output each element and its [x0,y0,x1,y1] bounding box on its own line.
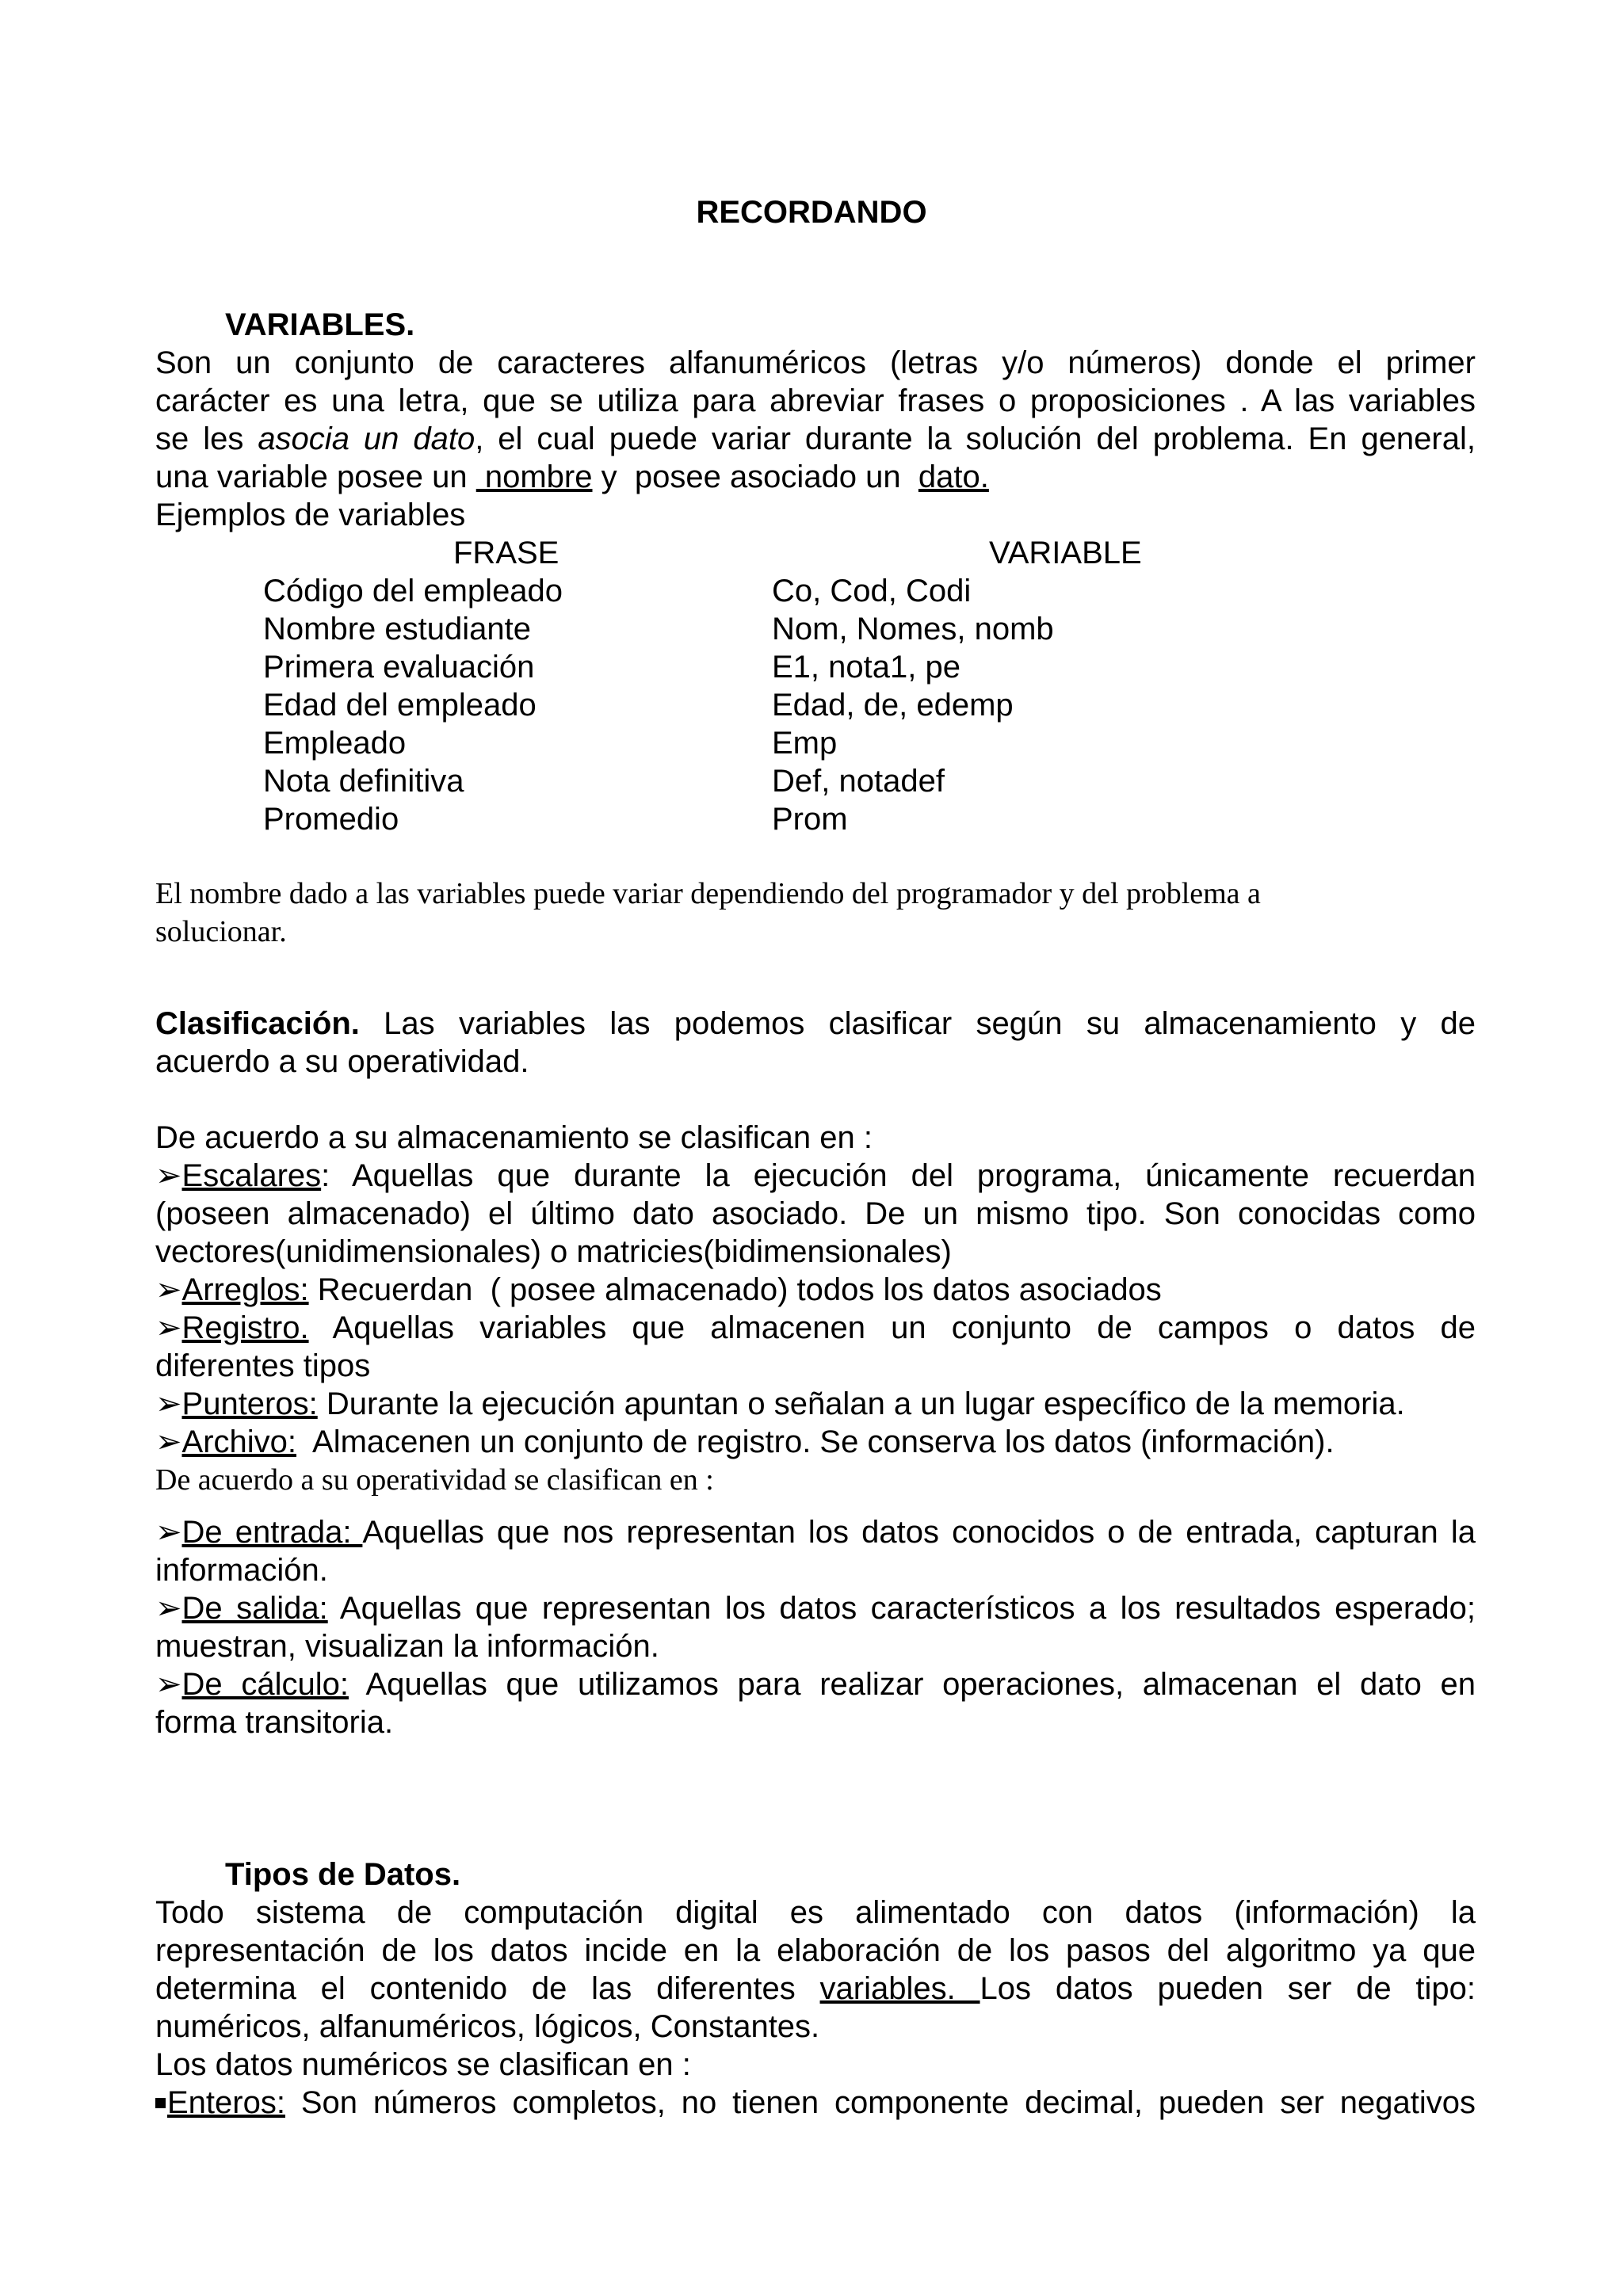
examples-label: Ejemplos de variables [155,498,466,532]
dato-underlined: dato. [918,460,989,494]
operativity-intro: De acuerdo a su operatividad se clasifican en : [155,1463,714,1497]
row-variable: Co, Cod, Codi [772,574,972,608]
data-types-line-4: numéricos, alfanuméricos, lógicos, Constantes. [155,2009,820,2044]
calculo-text-1: Aquellas que utilizamos para realizar operaciones, almacenan el dato en [348,1667,1476,1702]
registro-term: Registro. [181,1310,309,1345]
intro-4a: una variable posee un [155,460,476,494]
note-line-2: solucionar. [155,915,287,948]
entrada-text-1: Aquellas que nos representan los datos conocidos o de entrada, capturan la [362,1515,1476,1550]
row-frase: Empleado [263,726,407,761]
archivo-text: Almacenen un conjunto de registro. Se conserva los datos (información). [296,1425,1335,1459]
escalares-line-2: (poseen almacenado) el último dato asociado. De un mismo tipo. Son conocidas como [155,1196,1476,1231]
intro-3c: , el cual puede variar durante la solución del problema. En general, [475,421,1476,456]
row-frase: Código del empleado [263,574,563,608]
naming-note [155,875,1476,951]
entrada-line-1 [155,1513,1476,1551]
table-row [263,762,1373,800]
arreglos-line [155,1271,1476,1309]
variables-underlined: variables. [819,1971,980,2006]
arrow-bullet-icon: ➢ [155,1591,182,1626]
classification-line-1 [155,1005,1476,1043]
row-variable: Def, notadef [772,764,945,799]
storage-intro: De acuerdo a su almacenamiento se clasifican en : [155,1120,873,1155]
variables-intro-line-2: carácter es una letra, que se utiliza para abreviar frases o proposiciones . A las variables [155,383,1476,418]
entrada-term: De entrada: [181,1515,363,1550]
row-variable: Nom, Nomes, nomb [772,612,1054,646]
arreglos-term: Arreglos [181,1272,300,1307]
data-types-3a: determina el contenido de las diferentes [155,1971,820,2006]
intro-4c: y posee asociado un [592,460,918,494]
arrow-bullet-icon: ➢ [155,1272,182,1307]
arreglos-colon: : [300,1272,309,1307]
calculo-line-1 [155,1665,1476,1703]
arrow-bullet-icon: ➢ [155,1386,182,1421]
enteros-line [155,2084,1476,2122]
arreglos-text: Recuerdan ( posee almacenado) todos los datos asociados [308,1272,1162,1307]
variables-intro-line-4 [155,458,1476,496]
row-variable: Edad, de, edemp [772,688,1014,723]
registro-line-1 [155,1309,1476,1347]
arrow-bullet-icon: ➢ [155,1425,182,1459]
archivo-term: Archivo: [181,1425,297,1459]
row-variable: Emp [772,726,838,761]
row-frase: Edad del empleado [263,688,537,723]
salida-line-1 [155,1589,1476,1627]
classification-label: Clasificación. [155,1006,360,1041]
nombre-underlined: nombre [475,460,593,494]
punteros-line [155,1385,1476,1423]
note-line-1: El nombre dado a las variables puede variar dependiendo del programador y del problema a [155,877,1261,910]
classification-text-1: Las variables las podemos clasificar según su almacenamiento y de [359,1006,1476,1041]
examples-table [263,534,1373,851]
intro-3b-italic: asocia un dato [258,421,475,456]
table-row [263,724,1373,762]
table-row [263,648,1373,686]
table-row [263,610,1373,648]
variables-heading: VARIABLES. [225,307,415,342]
data-types-heading: Tipos de Datos. [225,1857,461,1892]
escalares-line-1 [155,1157,1476,1195]
archivo-line [155,1423,1476,1461]
table-row [263,572,1373,610]
row-variable: Prom [772,802,848,837]
registro-text-1: Aquellas variables que almacenen un conjunto de campos o datos de [308,1310,1476,1345]
arrow-bullet-icon: ➢ [155,1515,182,1550]
row-frase: Promedio [263,802,399,837]
arrow-bullet-icon: ➢ [155,1667,182,1702]
punteros-term: Punteros: [181,1386,318,1421]
enteros-text: Son números completos, no tienen componente decimal, pueden ser negativos [285,2085,1476,2120]
page-title: RECORDANDO [696,195,927,230]
table-row [263,800,1373,838]
row-variable: E1, nota1, pe [772,650,960,685]
enteros-term: Enteros: [167,2085,285,2120]
classification-line-2: acuerdo a su operatividad. [155,1044,529,1079]
table-row [263,686,1373,724]
arrow-bullet-icon: ➢ [155,1310,182,1345]
salida-text-1: Aquellas que representan los datos característicos a los resultados esperado; [327,1591,1476,1626]
row-frase: Primera evaluación [263,650,535,685]
intro-3a: se les [155,421,258,456]
escalares-line-3: vectores(unidimensionales) o matricies(bidimensionales) [155,1234,952,1269]
calculo-term: De cálculo: [181,1667,349,1702]
header-variable: VARIABLE [989,536,1142,570]
square-bullet-icon [155,2098,166,2108]
data-types-line-2: representación de los datos incide en la elaboración de los pasos del algoritmo ya que [155,1933,1476,1968]
row-frase: Nota definitiva [263,764,464,799]
data-types-line-5: Los datos numéricos se clasifican en : [155,2047,691,2082]
row-frase: Nombre estudiante [263,612,531,646]
calculo-line-2: forma transitoria. [155,1705,394,1740]
data-types-line-1: Todo sistema de computación digital es alimentado con datos (información) la [155,1895,1476,1930]
data-types-line-3 [155,1970,1476,2008]
escalares-text-1: : Aquellas que durante la ejecución del programa, únicamente recuerdan [321,1158,1476,1193]
escalares-term: Escalares [181,1158,322,1193]
variables-intro-line-1: Son un conjunto de caracteres alfanuméricos (letras y/o números) donde el primer [155,345,1476,380]
header-frase: FRASE [453,536,559,570]
punteros-text: Durante la ejecución apuntan o señalan a un lugar específico de la memoria. [317,1386,1405,1421]
entrada-line-2: información. [155,1553,328,1588]
table-header-row [263,534,1373,572]
registro-line-2: diferentes tipos [155,1348,371,1383]
variables-intro-line-3 [155,420,1476,458]
arrow-bullet-icon: ➢ [155,1158,182,1193]
data-types-3c: Los datos pueden ser de tipo: [980,1971,1476,2006]
salida-term: De salida: [181,1591,328,1626]
salida-line-2: muestran, visualizan la información. [155,1629,659,1664]
